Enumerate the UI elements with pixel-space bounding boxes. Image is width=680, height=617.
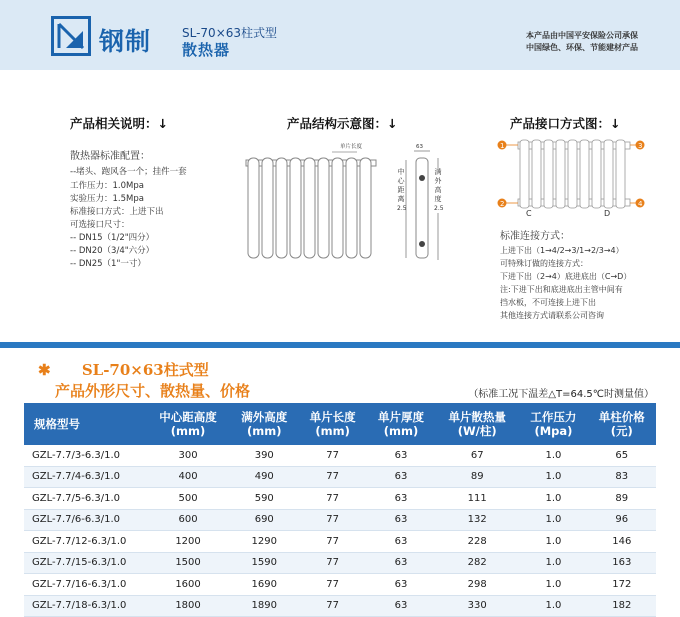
brand-title: 钢制 xyxy=(99,27,152,56)
cell-pressure: 1.0 xyxy=(519,509,587,531)
connection-diagram xyxy=(496,136,646,218)
cell-pressure: 1.0 xyxy=(519,552,587,574)
connection-line: 下进下出（2→4）底进底出（C→D） xyxy=(500,272,632,281)
cell-center: 300 xyxy=(146,445,230,466)
green-note: 中国绿色、环保、节能建材产品 xyxy=(526,43,638,52)
spec-line: 工作压力：1.0Mpa xyxy=(70,181,144,191)
section-divider xyxy=(0,342,680,348)
structure-diagram xyxy=(238,140,448,270)
marker-3: 3 xyxy=(638,142,643,150)
cell-heat: 282 xyxy=(435,552,519,574)
cell-length: 77 xyxy=(298,574,366,596)
col-header-price: 单柱价格 (元) xyxy=(588,403,656,445)
brand-model: SL-70×63柱式型 xyxy=(182,26,278,40)
connection-title: 产品接口方式图：↓ xyxy=(510,116,621,131)
cell-pressure: 1.0 xyxy=(519,574,587,596)
cell-length: 77 xyxy=(298,509,366,531)
table-row xyxy=(24,552,656,574)
col-header-heat: 单片散热量 (W/柱) xyxy=(435,403,519,445)
cell-length: 77 xyxy=(298,488,366,510)
connection-line: 上进下出（1→4/2→3/1→2/3→4） xyxy=(500,246,624,255)
cell-price: 83 xyxy=(588,466,656,488)
cell-heat: 89 xyxy=(435,466,519,488)
spec-line: 实验压力：1.5Mpa xyxy=(70,194,144,204)
cell-model: GZL-7.7/4-6.3/1.0 xyxy=(24,466,146,488)
cell-length: 77 xyxy=(298,531,366,553)
left-dimension-text: 中心距离 xyxy=(397,168,405,203)
cell-center: 400 xyxy=(146,466,230,488)
connection-heading: 标准连接方式： xyxy=(500,231,570,242)
port-d: D xyxy=(604,209,611,218)
cell-center: 1600 xyxy=(146,574,230,596)
cell-price: 163 xyxy=(588,552,656,574)
right-dimension-num: 2.5 xyxy=(434,205,444,212)
connection-line: 可特殊订做的连接方式： xyxy=(500,259,588,268)
structure-title: 产品结构示意图：↓ xyxy=(287,116,398,131)
cell-price: 65 xyxy=(588,445,656,466)
cell-center: 500 xyxy=(146,488,230,510)
col-header-center: 中心距高度 (mm) xyxy=(146,403,230,445)
cell-thickness: 63 xyxy=(367,488,435,510)
cell-heat: 132 xyxy=(435,509,519,531)
cell-pressure: 1.0 xyxy=(519,531,587,553)
table-row xyxy=(24,466,656,488)
cell-height: 690 xyxy=(230,509,298,531)
spec-line: -- DN20（3/4"六分） xyxy=(70,246,155,256)
marker-1: 1 xyxy=(500,142,505,150)
table-row xyxy=(24,531,656,553)
spec-table xyxy=(24,403,656,617)
cell-model: GZL-7.7/12-6.3/1.0 xyxy=(24,531,146,553)
cell-price: 89 xyxy=(588,488,656,510)
table-model: SL-70×63柱式型 xyxy=(81,361,209,379)
cell-thickness: 63 xyxy=(367,445,435,466)
table-header-row xyxy=(24,403,656,445)
insurance-note: 本产品由中国平安保险公司承保 xyxy=(526,31,638,40)
diagram-side-top: 63 xyxy=(416,144,423,150)
right-dimension-text: 满外高度 xyxy=(434,168,442,203)
spec-line: --堵头、跑风各一个；挂件一套 xyxy=(70,167,187,177)
cell-height: 590 xyxy=(230,488,298,510)
cell-height: 1690 xyxy=(230,574,298,596)
brand-subtitle: 散热器 xyxy=(182,41,231,59)
cell-center: 1200 xyxy=(146,531,230,553)
table-row xyxy=(24,445,656,466)
header-banner xyxy=(0,0,680,70)
cell-height: 1890 xyxy=(230,595,298,617)
table-row xyxy=(24,509,656,531)
connection-line: 注:下进下出和底进底出主管中间有 xyxy=(500,285,623,294)
table-subtitle: 产品外形尺寸、散热量、价格 xyxy=(55,382,251,400)
cell-model: GZL-7.7/16-6.3/1.0 xyxy=(24,574,146,596)
cell-heat: 111 xyxy=(435,488,519,510)
cell-center: 1800 xyxy=(146,595,230,617)
cell-price: 146 xyxy=(588,531,656,553)
cell-price: 172 xyxy=(588,574,656,596)
cell-pressure: 1.0 xyxy=(519,466,587,488)
connection-line: 挡水板，不可连接上进下出 xyxy=(500,298,596,307)
cell-price: 96 xyxy=(588,509,656,531)
cell-center: 600 xyxy=(146,509,230,531)
cell-heat: 228 xyxy=(435,531,519,553)
asterisk-icon: ✱ xyxy=(38,361,51,379)
cell-pressure: 1.0 xyxy=(519,595,587,617)
table-note: （标准工况下温差△T=64.5℃时测量值） xyxy=(468,389,654,400)
spec-line: 标准接口方式：上进下出 xyxy=(70,207,164,217)
cell-center: 1500 xyxy=(146,552,230,574)
table-row xyxy=(24,595,656,617)
col-header-model: 规格型号 xyxy=(24,403,146,445)
cell-thickness: 63 xyxy=(367,574,435,596)
diagram-right-label xyxy=(434,168,442,213)
col-header-thickness: 单片厚度 (mm) xyxy=(367,403,435,445)
cell-thickness: 63 xyxy=(367,466,435,488)
cell-thickness: 63 xyxy=(367,509,435,531)
cell-thickness: 63 xyxy=(367,531,435,553)
marker-4: 4 xyxy=(638,200,643,208)
spec-line: -- DN25（1"一寸） xyxy=(70,259,146,269)
marker-2: 2 xyxy=(500,200,505,208)
cell-height: 1590 xyxy=(230,552,298,574)
diagram-top-label: 单片长度 xyxy=(340,144,363,150)
cell-thickness: 63 xyxy=(367,552,435,574)
cell-model: GZL-7.7/6-6.3/1.0 xyxy=(24,509,146,531)
cell-model: GZL-7.7/18-6.3/1.0 xyxy=(24,595,146,617)
cell-pressure: 1.0 xyxy=(519,488,587,510)
cell-model: GZL-7.7/5-6.3/1.0 xyxy=(24,488,146,510)
cell-length: 77 xyxy=(298,466,366,488)
description-title: 产品相关说明：↓ xyxy=(70,116,168,131)
cell-height: 490 xyxy=(230,466,298,488)
spec-line: 可选接口尺寸： xyxy=(70,220,130,230)
diagram-left-label xyxy=(397,168,405,213)
connection-line: 其他连接方式请联系公司咨询 xyxy=(500,311,604,320)
cell-heat: 298 xyxy=(435,574,519,596)
cell-pressure: 1.0 xyxy=(519,445,587,466)
spec-line: -- DN15（1/2"四分） xyxy=(70,233,155,243)
col-header-height: 满外高度 (mm) xyxy=(230,403,298,445)
cell-price: 182 xyxy=(588,595,656,617)
spec-heading: 散热器标准配置： xyxy=(70,151,150,162)
col-header-length: 单片长度 (mm) xyxy=(298,403,366,445)
cell-length: 77 xyxy=(298,445,366,466)
col-header-pressure: 工作压力 (Mpa) xyxy=(519,403,587,445)
port-c: C xyxy=(526,209,532,218)
table-row xyxy=(24,488,656,510)
cell-heat: 330 xyxy=(435,595,519,617)
table-title xyxy=(38,359,209,380)
cell-thickness: 63 xyxy=(367,595,435,617)
cell-model: GZL-7.7/3-6.3/1.0 xyxy=(24,445,146,466)
cell-height: 1290 xyxy=(230,531,298,553)
cell-length: 77 xyxy=(298,595,366,617)
cell-heat: 67 xyxy=(435,445,519,466)
left-dimension-num: 2.5 xyxy=(397,205,407,212)
table-row xyxy=(24,574,656,596)
cell-length: 77 xyxy=(298,552,366,574)
cell-height: 390 xyxy=(230,445,298,466)
brand-logo xyxy=(51,16,91,56)
cell-model: GZL-7.7/15-6.3/1.0 xyxy=(24,552,146,574)
